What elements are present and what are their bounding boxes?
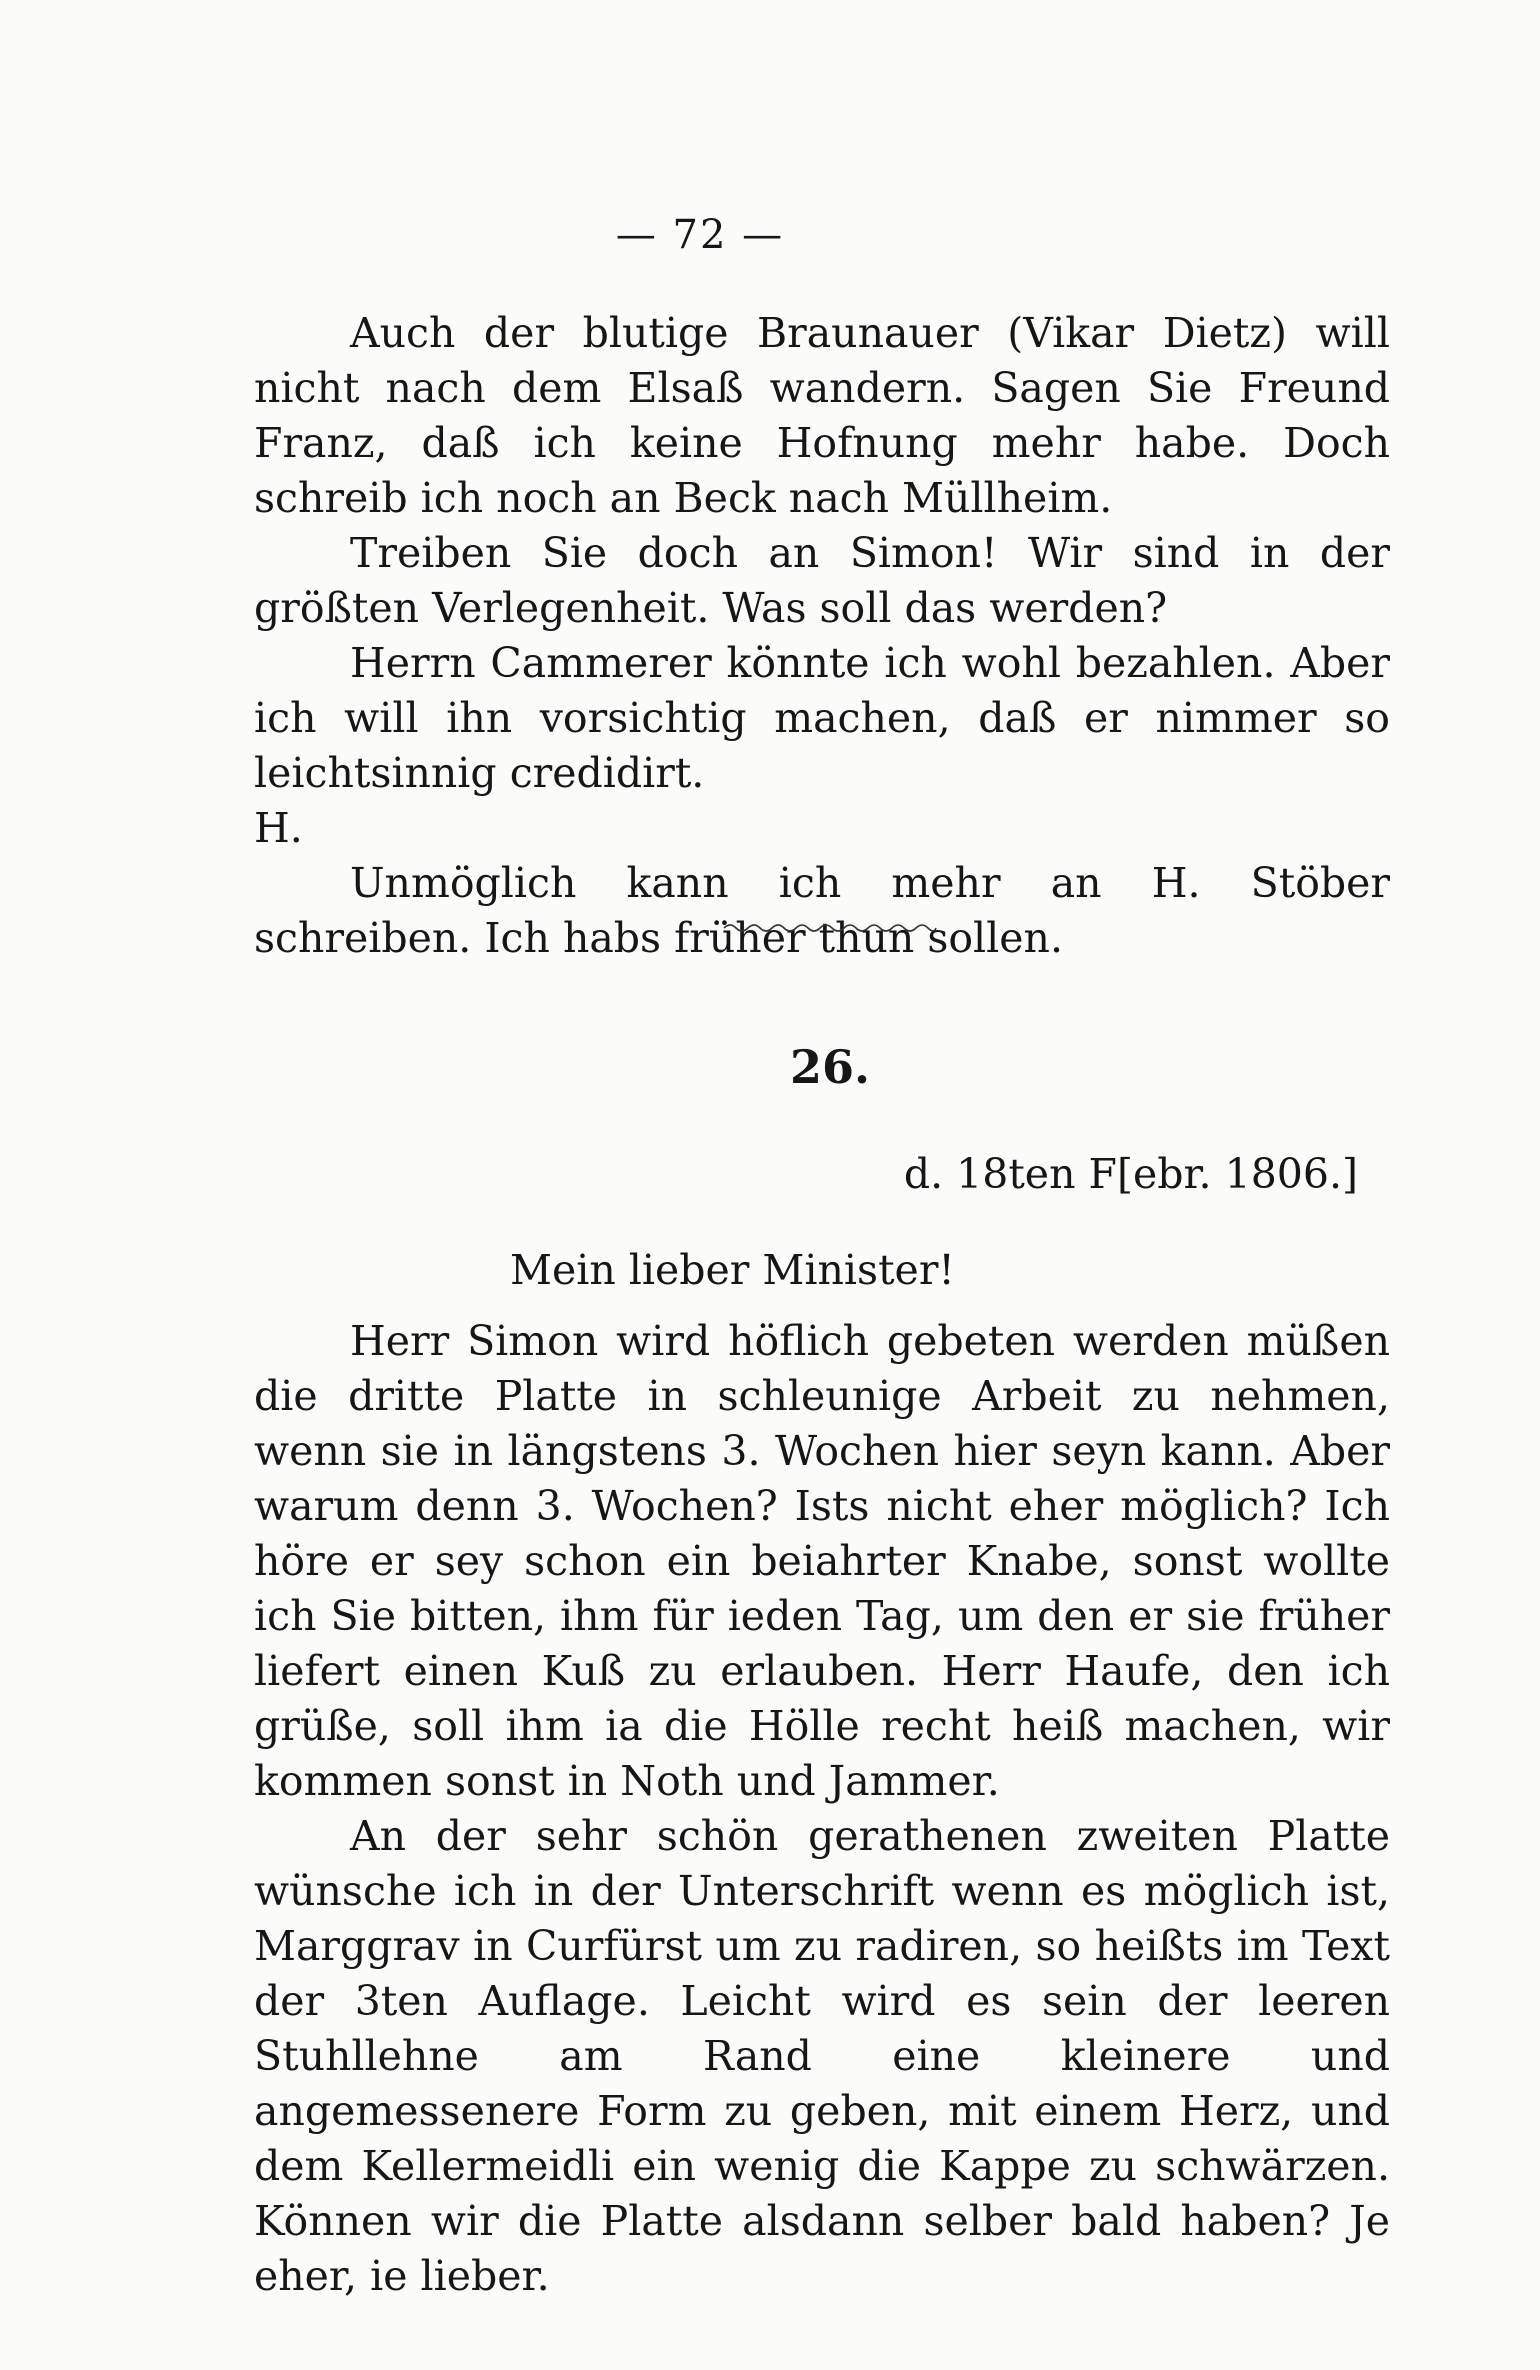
letter-number: 26. [789, 1040, 871, 1094]
signature: H. [254, 804, 303, 852]
paragraph: Herr Simon wird höflich gebeten werden müßen die dritte Platte in schleunige Arbeit zu nehmen, wenn sie in längstens 3. Wochen hier seyn kann. Aber warum denn 3. Wochen? Ists nicht eher möglich? Ich höre er sey schon ein beiahrter Knabe, sonst wollte ich Sie bitten, ihm für ieden Tag, um den er sie früher liefert einen Kuß zu erlauben. Herr Haufe, den ich grüße, soll ihm ia die Hölle recht heiß machen, wir kommen sonst in Noth und Jammer. [254, 1317, 1390, 1805]
letter-25-ending [254, 306, 1390, 966]
ornamental-divider [722, 920, 938, 936]
paragraph: Herrn Cammerer könnte ich wohl bezahlen. Aber ich will ihn vorsichtig machen, daß er nimmer so leichtsinnig credidirt. [254, 639, 1390, 797]
salutation: Mein lieber Minister! [510, 1246, 955, 1294]
postscript: Unmöglich kann ich mehr an H. Stöber schreiben. Ich habs früher thun sollen. [254, 859, 1390, 962]
paragraph: An der sehr schön gerathenen zweiten Platte wünsche ich in der Unterschrift wenn es möglich ist, Marggrav in Curfürst um zu radiren, so heißts im Text der 3ten Auflage. Leicht wird es sein der leeren Stuhllehne am Rand eine kleinere und angemessenere Form zu geben, mit einem Herz, und dem Kellermeidli ein wenig die Kappe zu schwärzen. Können wir die Platte alsdann selber bald haben? Je eher, ie lieber. [254, 1812, 1390, 2300]
letter-26-body [254, 1314, 1390, 2304]
page-number: — 72 — [615, 212, 785, 258]
paragraph: Auch der blutige Braunauer (Vikar Dietz) will nicht nach dem Elsaß wandern. Sagen Sie Freund Franz, daß ich keine Hofnung mehr habe. Doch schreib ich noch an Beck nach Müllheim. [254, 309, 1390, 522]
paragraph: Treiben Sie doch an Simon! Wir sind in der größten Verlegenheit. Was soll das werden? [254, 529, 1390, 632]
letter-date: d. 18ten F[ebr. 1806.] [903, 1150, 1358, 1198]
